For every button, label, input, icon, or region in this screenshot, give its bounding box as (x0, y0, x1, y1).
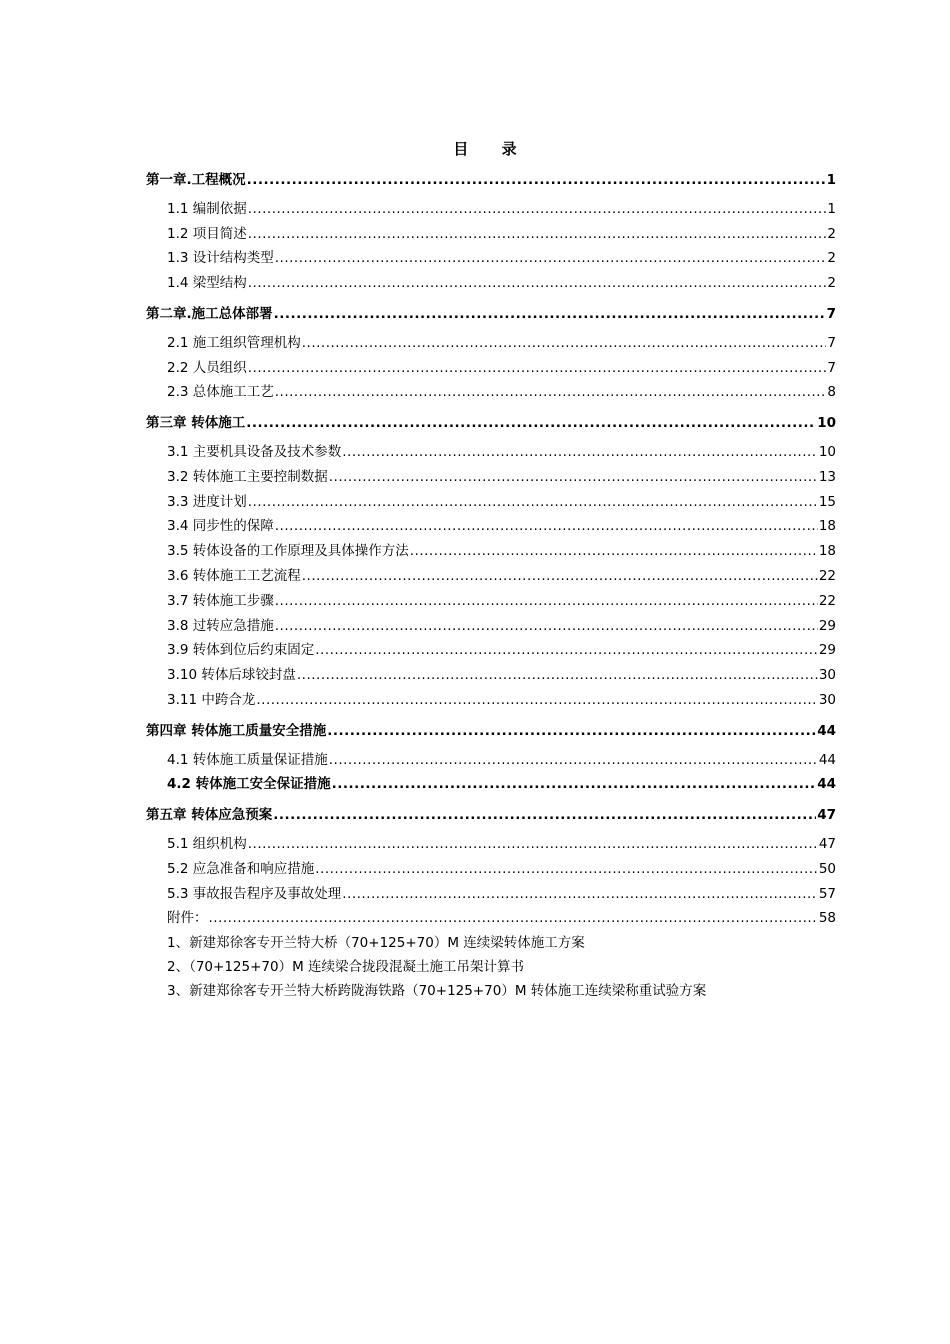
toc-entry-label: 3.11 中跨合龙 (167, 691, 256, 708)
toc-section-entry[interactable] (146, 663, 836, 688)
toc-entry-label: 5.3 事故报告程序及事故处理 (167, 885, 342, 902)
dot-leader (248, 222, 827, 247)
toc-entry-label: 4.2 转体施工安全保证措施 (167, 776, 331, 793)
toc-section-entry[interactable] (146, 906, 836, 931)
toc-entry-label: 2.3 总体施工工艺 (167, 384, 274, 401)
toc-section-entry[interactable] (146, 440, 836, 465)
toc-page-number: 18 (818, 543, 836, 560)
toc-chapter-entry[interactable] (146, 719, 836, 744)
dot-leader (248, 832, 818, 857)
dot-leader (297, 663, 818, 688)
dot-leader (275, 589, 818, 614)
toc-page-number: 8 (827, 384, 836, 401)
dot-leader (315, 638, 818, 663)
dot-leader (246, 411, 816, 436)
dot-leader (248, 271, 827, 296)
toc-section-entry[interactable] (146, 197, 836, 222)
toc-entry-label: 第一章.工程概况 (146, 172, 246, 188)
dot-leader (315, 857, 818, 882)
toc-section-entry[interactable] (146, 857, 836, 882)
dot-leader (248, 356, 827, 381)
toc-page-number: 47 (818, 835, 836, 852)
toc-page-number: 58 (818, 910, 836, 927)
dot-leader (248, 197, 827, 222)
toc-page-number: 10 (817, 415, 836, 432)
toc-page-number: 13 (818, 468, 836, 485)
toc-entry-label: 3.6 转体施工工艺流程 (167, 567, 301, 584)
toc-section-entry[interactable] (146, 514, 836, 539)
dot-leader (329, 748, 818, 773)
dot-leader (275, 514, 818, 539)
toc-section-entry[interactable] (146, 465, 836, 490)
toc-section-entry[interactable] (146, 748, 836, 773)
toc-chapter-entry[interactable] (146, 411, 836, 436)
dot-leader (302, 331, 827, 356)
toc-section-entry[interactable] (146, 222, 836, 247)
dot-leader (256, 688, 817, 713)
toc-section-entry[interactable] (146, 539, 836, 564)
dot-leader (275, 380, 827, 405)
attachment-item: 1、新建郑徐客专开兰特大桥（70+125+70）M 连续梁转体施工方案 (167, 935, 585, 952)
toc-entry-label: 3.8 过转应急措施 (167, 617, 274, 634)
toc-page-number: 7 (827, 334, 836, 351)
dot-leader (332, 772, 817, 797)
toc-page-number: 57 (818, 885, 836, 902)
dot-leader (248, 490, 818, 515)
toc-page-number: 22 (818, 592, 836, 609)
toc-page-number: 2 (827, 250, 836, 267)
toc-page-number: 1 (826, 172, 836, 188)
toc-entry-label: 1.3 设计结构类型 (167, 250, 274, 267)
table-of-contents (146, 168, 836, 1003)
toc-entry-label: 3.4 同步性的保障 (167, 518, 274, 535)
dot-leader (327, 719, 816, 744)
toc-section-entry[interactable] (146, 380, 836, 405)
toc-entry-label: 3.7 转体施工步骤 (167, 592, 274, 609)
toc-section-entry[interactable] (146, 589, 836, 614)
toc-entry-label: 4.1 转体施工质量保证措施 (167, 751, 328, 768)
dot-leader (275, 614, 818, 639)
toc-entry-label: 1.1 编制依据 (167, 200, 247, 217)
toc-page-number: 44 (817, 722, 836, 739)
dot-leader (342, 882, 818, 907)
dot-leader (247, 168, 826, 193)
toc-section-entry[interactable] (146, 638, 836, 663)
toc-entry-label: 2.2 人员组织 (167, 359, 247, 376)
toc-chapter-entry[interactable] (146, 803, 836, 828)
toc-page-number: 50 (818, 860, 836, 877)
page-title: 目 录 (453, 140, 531, 158)
toc-entry-label: 2.1 施工组织管理机构 (167, 334, 301, 351)
dot-leader (410, 539, 818, 564)
toc-entry-label: 3.10 转体后球铰封盘 (167, 667, 296, 684)
attachment-item: 3、新建郑徐客专开兰特大桥跨陇海铁路（70+125+70）M 转体施工连续梁称重试验方案 (167, 983, 707, 1000)
toc-entry-label: 3.2 转体施工主要控制数据 (167, 468, 328, 485)
toc-section-entry[interactable] (146, 882, 836, 907)
toc-page-number: 44 (818, 751, 836, 768)
toc-page-number: 10 (818, 443, 836, 460)
dot-leader (329, 465, 818, 490)
toc-entry-label: 1.4 梁型结构 (167, 275, 247, 292)
toc-entry-label: 附件： (167, 910, 208, 927)
attachment-item: 2、（70+125+70）M 连续梁合拢段混凝土施工吊架计算书 (167, 959, 525, 976)
toc-page-number: 22 (818, 567, 836, 584)
toc-entry-label: 3.9 转体到位后约束固定 (167, 642, 315, 659)
dot-leader (275, 246, 827, 271)
toc-chapter-entry[interactable] (146, 302, 836, 327)
toc-section-entry[interactable] (146, 772, 836, 797)
toc-page-number: 18 (818, 518, 836, 535)
toc-entry-label: 第四章 转体施工质量安全措施 (146, 722, 327, 739)
toc-page-number: 47 (817, 807, 836, 824)
toc-chapter-entry[interactable] (146, 168, 836, 193)
toc-entry-label: 第三章 转体施工 (146, 415, 246, 432)
toc-entry-label: 第五章 转体应急预案 (146, 807, 273, 824)
toc-page-number: 29 (818, 617, 836, 634)
toc-section-entry[interactable] (146, 271, 836, 296)
toc-page-number: 30 (818, 691, 836, 708)
toc-page-number: 15 (818, 493, 836, 510)
dot-leader (209, 906, 818, 931)
toc-entry-label: 3.1 主要机具设备及技术参数 (167, 443, 342, 460)
dot-leader (302, 564, 818, 589)
toc-section-entry[interactable] (146, 356, 836, 381)
toc-section-entry[interactable] (146, 331, 836, 356)
toc-page-number: 29 (818, 642, 836, 659)
toc-entry-label: 5.1 组织机构 (167, 835, 247, 852)
toc-entry-label: 5.2 应急准备和响应措施 (167, 860, 315, 877)
toc-entry-label: 3.5 转体设备的工作原理及具体操作方法 (167, 543, 409, 560)
toc-page-number: 2 (827, 275, 836, 292)
toc-section-entry[interactable] (146, 614, 836, 639)
toc-page-number: 44 (817, 776, 836, 793)
toc-page-number: 30 (818, 667, 836, 684)
toc-section-entry[interactable] (146, 688, 836, 713)
toc-page-number: 7 (827, 359, 836, 376)
toc-page-number: 2 (827, 225, 836, 242)
toc-section-entry[interactable] (146, 564, 836, 589)
toc-section-entry[interactable] (146, 246, 836, 271)
dot-leader (273, 803, 816, 828)
toc-section-entry[interactable] (146, 490, 836, 515)
toc-entry-label: 3.3 进度计划 (167, 493, 247, 510)
toc-section-entry[interactable] (146, 832, 836, 857)
toc-entry-label: 第二章.施工总体部署 (146, 305, 273, 322)
dot-leader (274, 302, 826, 327)
toc-page-number: 7 (826, 305, 836, 322)
toc-entry-label: 1.2 项目简述 (167, 225, 247, 242)
toc-page-number: 1 (827, 200, 836, 217)
dot-leader (342, 440, 818, 465)
